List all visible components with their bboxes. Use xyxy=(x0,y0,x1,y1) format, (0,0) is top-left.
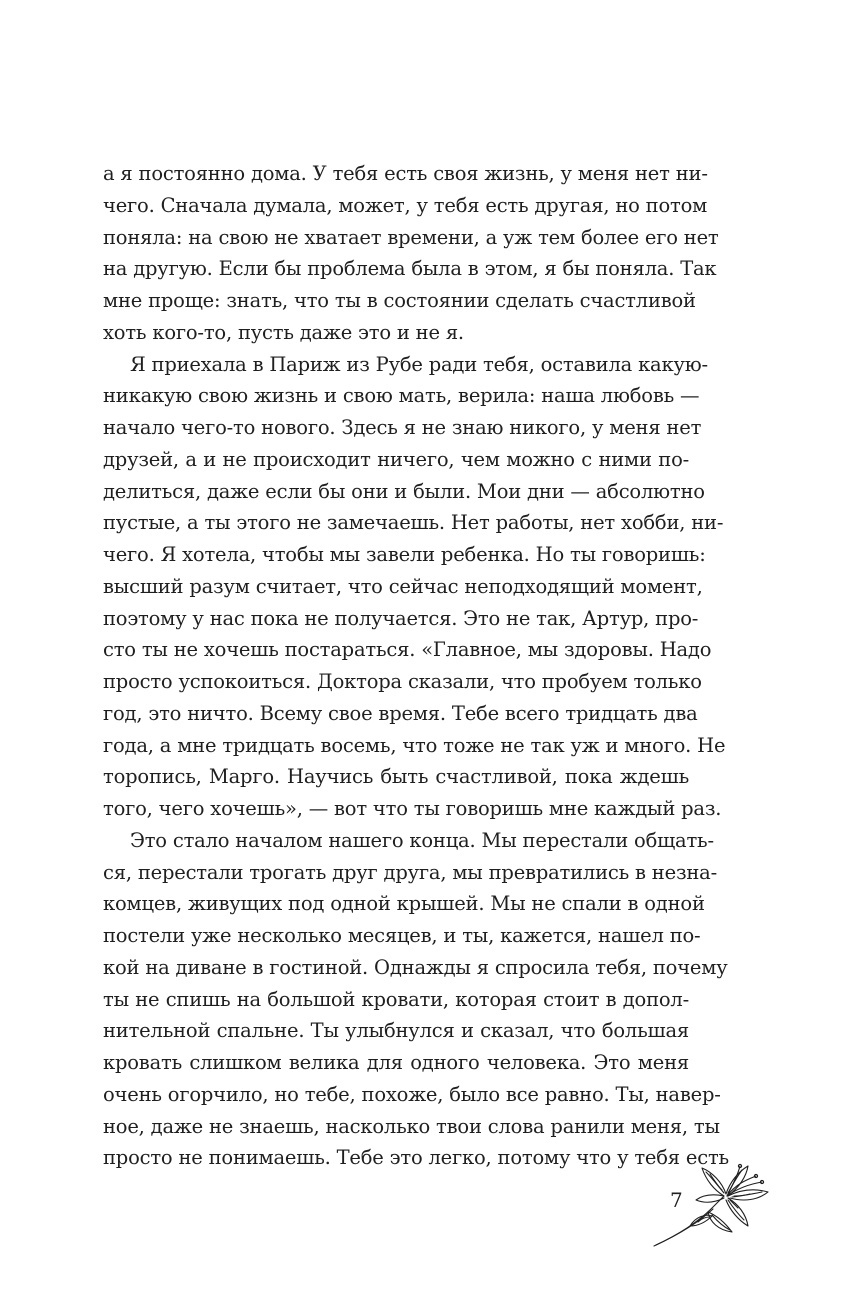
text-line: поняла: на свою не хватает времени, а уж тем более его нет xyxy=(103,225,719,249)
text-line: а я постоянно дома. У тебя есть своя жизнь, у меня нет ни- xyxy=(103,162,708,185)
text-line: начало чего-то нового. Здесь я не знаю никого, у меня нет xyxy=(103,416,702,439)
text-line: пустые, а ты этого не замечаешь. Нет работы, нет хобби, ни- xyxy=(103,511,724,535)
text-line: того, чего хочешь», — вот что ты говоришь мне каждый раз. xyxy=(103,797,722,820)
text-line: хоть кого-то, пусть даже это и не я. xyxy=(103,320,464,344)
text-line: Я приехала в Париж из Рубе ради тебя, оставила какую- xyxy=(130,352,708,376)
text-line: ся, перестали трогать друг друга, мы превратились в незна- xyxy=(103,860,717,884)
text-line: друзей, а и не происходит ничего, чем можно с ними по- xyxy=(103,447,689,471)
text-line: чего. Я хотела, чтобы мы завели ребенка. Но ты говоришь: xyxy=(103,543,706,566)
text-line: нительной спальне. Ты улыбнулся и сказал, что большая xyxy=(103,1019,689,1043)
text-line: Это стало началом нашего конца. Мы перестали общать- xyxy=(130,828,714,852)
text-line: никакую свою жизнь и свою мать, верила: наша любовь — xyxy=(103,384,700,408)
text-line: очень огорчило, но тебе, похоже, было все равно. Ты, навер- xyxy=(103,1082,721,1106)
text-line: высший разум считает, что сейчас неподходящий момент, xyxy=(103,574,703,598)
text-line: торопись, Марго. Научись быть счастливой, пока ждешь xyxy=(103,765,689,789)
text-line: кой на диване в гостиной. Однажды я спросила тебя, почему xyxy=(103,955,728,979)
text-line: кровать слишком велика для одного человека. Это меня xyxy=(103,1051,689,1074)
text-line: года, а мне тридцать восемь, что тоже не так уж и много. Не xyxy=(103,733,726,757)
text-line: мне проще: знать, что ты в состоянии сделать счастливой xyxy=(103,289,696,312)
text-line: ты не спишь на большой кровати, которая стоит в допол- xyxy=(103,987,689,1011)
text-line: просто не понимаешь. Тебе это легко, потому что у тебя есть xyxy=(103,1146,729,1170)
text-line: ное, даже не знаешь, насколько твои слова ранили меня, ты xyxy=(103,1114,720,1138)
text-line: делиться, даже если бы они и были. Мои дни — абсолютно xyxy=(103,479,705,503)
text-line: год, это ничто. Всему свое время. Тебе всего тридцать два xyxy=(103,701,698,725)
text-line: сто ты не хочешь постараться. «Главное, мы здоровы. Надо xyxy=(103,638,712,662)
body-text xyxy=(103,158,729,1174)
text-line: поэтому у нас пока не получается. Это не так, Артур, про- xyxy=(103,606,699,630)
text-line: постели уже несколько месяцев, и ты, кажется, нашел по- xyxy=(103,924,701,947)
text-line: чего. Сначала думала, может, у тебя есть другая, но потом xyxy=(103,193,708,217)
text-line: комцев, живущих под одной крышей. Мы не спали в одной xyxy=(103,892,705,916)
text-line: на другую. Если бы проблема была в этом, я бы поняла. Так xyxy=(103,257,717,281)
text-line: просто успокоиться. Доктора сказали, что пробуем только xyxy=(103,670,702,693)
page-number: 7 xyxy=(670,1188,683,1212)
lily-flower-icon xyxy=(650,1160,775,1250)
